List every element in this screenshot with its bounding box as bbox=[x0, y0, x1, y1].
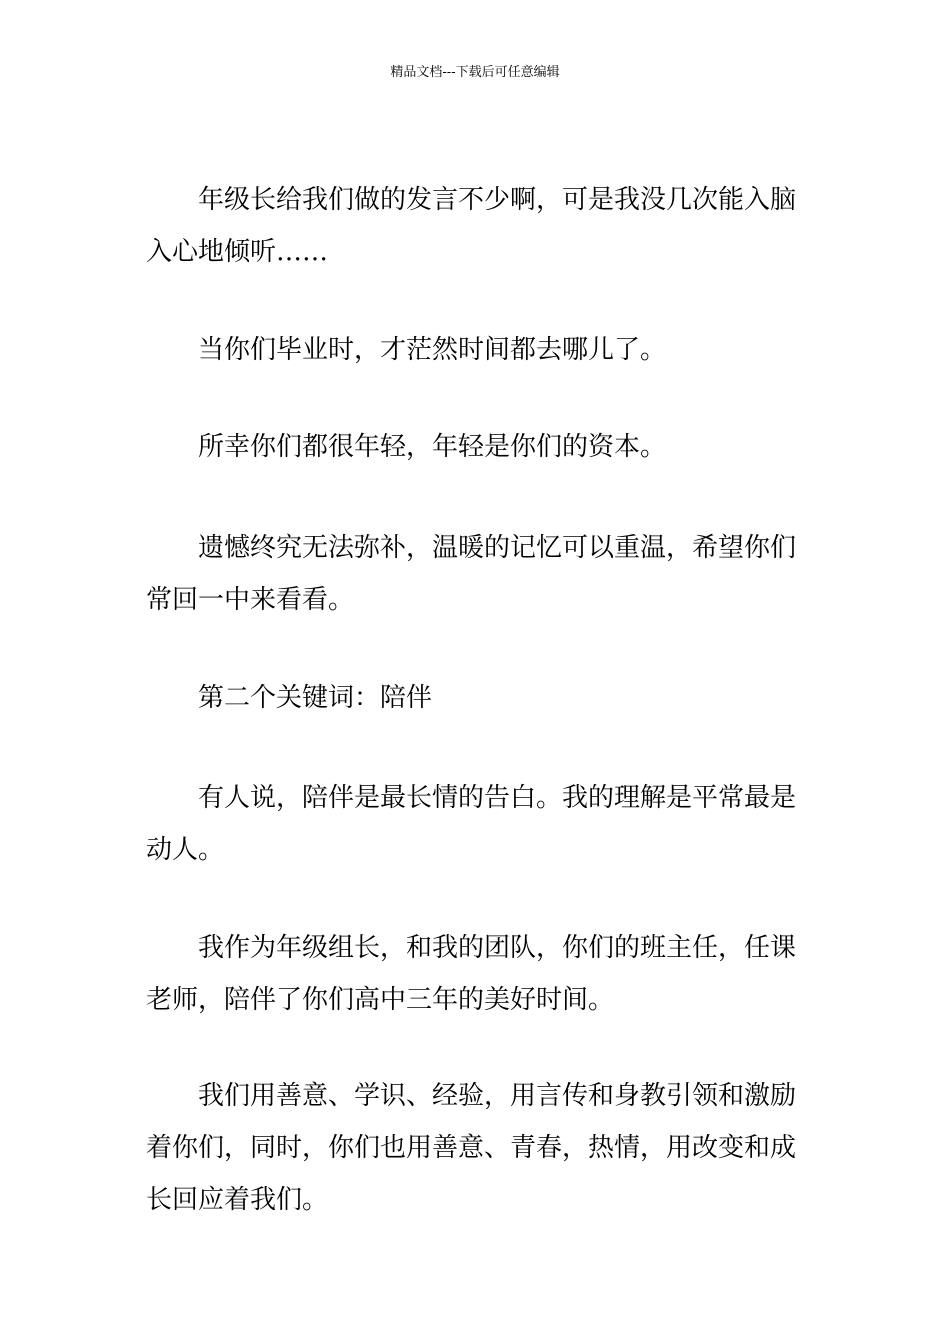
paragraph: 当你们毕业时，才茫然时间都去哪儿了。 bbox=[198, 335, 667, 365]
paragraph: 遗憾终究无法弥补，温暖的记忆可以重温，希望你们常回一中来看看。 bbox=[146, 533, 797, 615]
paragraph: 所幸你们都很年轻，年轻是你们的资本。 bbox=[198, 432, 667, 462]
paragraph: 有人说，陪伴是最长情的告白。我的理解是平常最是动人。 bbox=[146, 783, 797, 865]
paragraph: 我们用善意、学识、经验，用言传和身教引领和激励着你们，同时，你们也用善意、青春，热情，用改变和成长回应着我们。 bbox=[146, 1081, 797, 1215]
page-header: 精品文档---下载后可任意编辑 bbox=[390, 65, 560, 80]
section-heading: 第二个关键词：陪伴 bbox=[198, 683, 433, 713]
paragraph: 年级长给我们做的发言不少啊，可是我没几次能入脑入心地倾听…… bbox=[146, 185, 797, 267]
paragraph: 我作为年级组长，和我的团队，你们的班主任，任课老师，陪伴了你们高中三年的美好时间。 bbox=[146, 933, 797, 1015]
